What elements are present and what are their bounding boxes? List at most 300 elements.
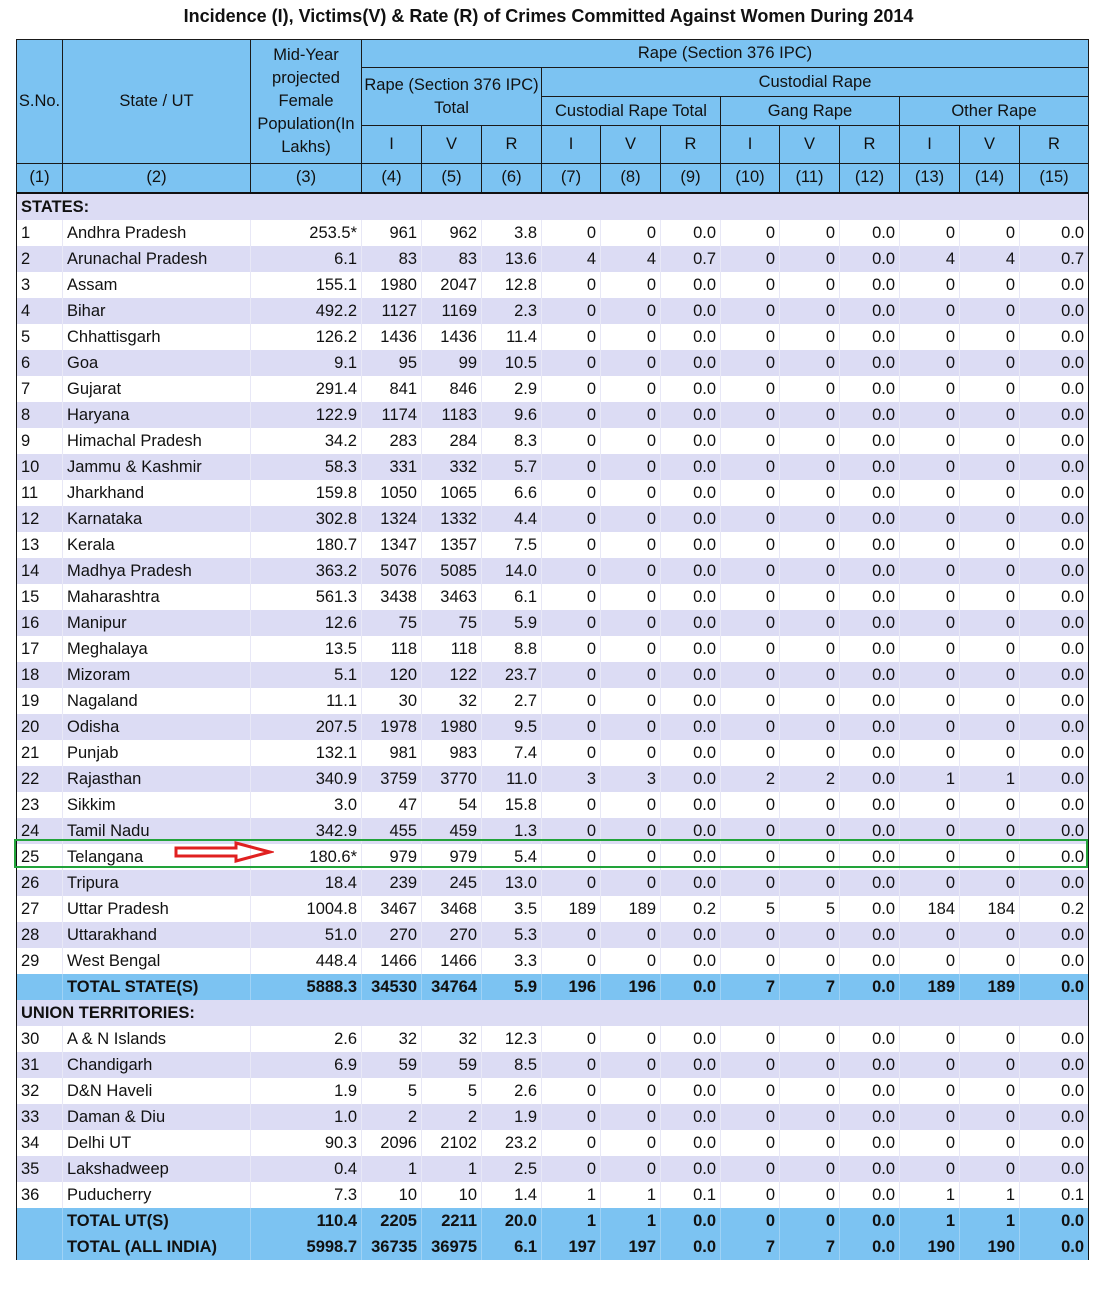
cell-value: 0 [542, 870, 601, 896]
cell-value: 0.0 [1020, 948, 1089, 974]
cell-value: 2.3 [482, 298, 542, 324]
cell-value: 0 [542, 818, 601, 844]
cell-value: 0.0 [661, 636, 721, 662]
cell-value: 0 [601, 558, 661, 584]
cell-value: 0 [960, 870, 1020, 896]
cell-sno: 5 [17, 324, 63, 350]
cell-value: 5.9 [482, 974, 542, 1000]
cell-value: 0 [900, 740, 960, 766]
cell-value: 0 [900, 376, 960, 402]
cell-value: 0 [780, 324, 840, 350]
cell-value: 0.0 [840, 532, 900, 558]
cell-value: 284 [422, 428, 482, 454]
cell-value: 0.0 [1020, 272, 1089, 298]
cell-value: 0 [780, 714, 840, 740]
cell-state: Bihar [63, 298, 251, 324]
cell-value: 3 [542, 766, 601, 792]
table-row [17, 350, 1089, 376]
cell-value: 1127 [362, 298, 422, 324]
cell-value: 270 [362, 922, 422, 948]
header-population: Mid-Year projected Female Population(In Lakhs) [251, 40, 362, 164]
cell-value: 0.0 [1020, 636, 1089, 662]
cell-value: 34.2 [251, 428, 362, 454]
cell-value: 155.1 [251, 272, 362, 298]
cell-value: 132.1 [251, 740, 362, 766]
cell-value: 197 [542, 1234, 601, 1260]
section-label: STATES: [17, 193, 1089, 220]
cell-value: 0 [721, 740, 780, 766]
table-row [17, 792, 1089, 818]
header-ivr: I [900, 126, 960, 164]
cell-value: 0.0 [661, 1104, 721, 1130]
cell-value: 0 [900, 922, 960, 948]
header-col-number: (10) [721, 164, 780, 193]
cell-value: 0.0 [840, 740, 900, 766]
cell-value: 5.9 [482, 610, 542, 636]
cell-value: 47 [362, 792, 422, 818]
cell-value: 15.8 [482, 792, 542, 818]
header-col-number: (12) [840, 164, 900, 193]
table-row [17, 896, 1089, 922]
cell-value: 0 [721, 1026, 780, 1052]
cell-value: 0.0 [840, 506, 900, 532]
cell-value: 0 [601, 844, 661, 870]
cell-sno: 1 [17, 220, 63, 246]
cell-value: 331 [362, 454, 422, 480]
cell-value: 0 [900, 948, 960, 974]
cell-value: 95 [362, 350, 422, 376]
cell-value: 1324 [362, 506, 422, 532]
cell-sno: 36 [17, 1182, 63, 1208]
cell-value: 0 [960, 740, 1020, 766]
cell-value: 1169 [422, 298, 482, 324]
cell-state: Chhattisgarh [63, 324, 251, 350]
cell-value: 0 [780, 220, 840, 246]
cell-value: 0.0 [1020, 350, 1089, 376]
cell-value: 0 [721, 350, 780, 376]
cell-value: 0 [960, 714, 1020, 740]
cell-value: 0.0 [1020, 402, 1089, 428]
cell-value: 3.0 [251, 792, 362, 818]
cell-value: 0 [780, 844, 840, 870]
cell-value: 0 [780, 740, 840, 766]
cell-state: Tamil Nadu [63, 818, 251, 844]
cell-value: 0.0 [661, 402, 721, 428]
total-row [17, 974, 1089, 1000]
cell-state: Daman & Diu [63, 1104, 251, 1130]
table-row [17, 766, 1089, 792]
cell-state: Rajasthan [63, 766, 251, 792]
cell-value: 0 [721, 792, 780, 818]
cell-value: 0.0 [661, 454, 721, 480]
cell-value: 0.0 [1020, 298, 1089, 324]
header-ivr: V [780, 126, 840, 164]
cell-value: 190 [960, 1234, 1020, 1260]
cell-state: Assam [63, 272, 251, 298]
cell-value: 0 [780, 1156, 840, 1182]
cell-value: 0 [601, 1078, 661, 1104]
cell-value: 0 [601, 454, 661, 480]
cell-value: 1 [601, 1208, 661, 1234]
cell-value: 0 [601, 584, 661, 610]
cell-value: 1 [542, 1182, 601, 1208]
crime-table [16, 39, 1089, 1260]
cell-value: 2 [780, 766, 840, 792]
cell-value: 11.1 [251, 688, 362, 714]
cell-value: 0.0 [840, 844, 900, 870]
header-col-number: (2) [63, 164, 251, 193]
header-col-number: (7) [542, 164, 601, 193]
cell-value: 0 [721, 220, 780, 246]
cell-value: 3467 [362, 896, 422, 922]
cell-value: 0 [900, 792, 960, 818]
cell-value: 0 [900, 480, 960, 506]
cell-value: 30 [362, 688, 422, 714]
cell-value: 0 [960, 376, 1020, 402]
cell-state: D&N Haveli [63, 1078, 251, 1104]
cell-sno: 14 [17, 558, 63, 584]
cell-value: 0.0 [840, 870, 900, 896]
cell-value: 0 [601, 636, 661, 662]
cell-value: 7.5 [482, 532, 542, 558]
section-label: UNION TERRITORIES: [17, 1000, 1089, 1026]
cell-sno: 13 [17, 532, 63, 558]
header-col-number: (6) [482, 164, 542, 193]
cell-value: 0 [780, 1182, 840, 1208]
cell-value: 0.0 [840, 714, 900, 740]
cell-value: 2.9 [482, 376, 542, 402]
cell-value: 0 [721, 402, 780, 428]
cell-value: 0.7 [1020, 246, 1089, 272]
cell-value: 1.3 [482, 818, 542, 844]
cell-value: 0 [542, 688, 601, 714]
cell-value: 5998.7 [251, 1234, 362, 1260]
cell-value: 0 [721, 376, 780, 402]
header-sno: S.No. [17, 40, 63, 164]
header-ivr: I [721, 126, 780, 164]
table-row [17, 1052, 1089, 1078]
cell-value: 0 [601, 610, 661, 636]
cell-value: 0.0 [1020, 974, 1089, 1000]
cell-value: 189 [542, 896, 601, 922]
cell-value: 75 [362, 610, 422, 636]
cell-value: 0.0 [840, 376, 900, 402]
cell-value: 0 [601, 220, 661, 246]
cell-value: 0.0 [840, 428, 900, 454]
cell-value: 122.9 [251, 402, 362, 428]
cell-value: 7 [721, 1234, 780, 1260]
cell-value: 0 [601, 662, 661, 688]
table-row [17, 1130, 1089, 1156]
cell-value: 0.0 [1020, 480, 1089, 506]
cell-value: 0.0 [1020, 1078, 1089, 1104]
cell-value: 0 [780, 688, 840, 714]
cell-value: 0.0 [1020, 740, 1089, 766]
cell-value: 0 [780, 610, 840, 636]
cell-value: 59 [362, 1052, 422, 1078]
cell-value: 1466 [362, 948, 422, 974]
cell-value: 5 [422, 1078, 482, 1104]
cell-state: Tripura [63, 870, 251, 896]
cell-value: 962 [422, 220, 482, 246]
header-state: State / UT [63, 40, 251, 164]
cell-value: 0 [542, 298, 601, 324]
cell-value: 1436 [362, 324, 422, 350]
cell-value: 7 [721, 974, 780, 1000]
table-row [17, 506, 1089, 532]
cell-value: 0 [960, 610, 1020, 636]
cell-value: 0 [542, 1026, 601, 1052]
cell-value: 1 [900, 766, 960, 792]
cell-sno: 33 [17, 1104, 63, 1130]
cell-state: TOTAL UT(S) [63, 1208, 251, 1234]
cell-value: 0 [900, 532, 960, 558]
cell-value: 0 [542, 792, 601, 818]
cell-value: 0.0 [661, 766, 721, 792]
cell-value: 0 [960, 662, 1020, 688]
cell-sno: 7 [17, 376, 63, 402]
cell-value: 0 [542, 844, 601, 870]
cell-value: 363.2 [251, 558, 362, 584]
cell-value: 0 [780, 636, 840, 662]
header-custodial: Custodial Rape [542, 68, 1089, 97]
table-row [17, 376, 1089, 402]
cell-value: 0 [601, 714, 661, 740]
cell-value: 0.0 [840, 1052, 900, 1078]
cell-value: 0.0 [840, 1208, 900, 1234]
cell-value: 0.0 [840, 1130, 900, 1156]
cell-value: 11.4 [482, 324, 542, 350]
cell-value: 0.7 [661, 246, 721, 272]
cell-value: 3468 [422, 896, 482, 922]
cell-sno: 3 [17, 272, 63, 298]
cell-value: 5.7 [482, 454, 542, 480]
cell-value: 7 [780, 1234, 840, 1260]
cell-value: 0 [960, 402, 1020, 428]
cell-value: 126.2 [251, 324, 362, 350]
cell-value: 0 [721, 1130, 780, 1156]
cell-value: 2 [422, 1104, 482, 1130]
cell-value: 0 [900, 220, 960, 246]
table-row [17, 922, 1089, 948]
cell-value: 0 [780, 662, 840, 688]
cell-value: 0 [601, 948, 661, 974]
cell-state: Telangana [63, 844, 251, 870]
cell-value: 961 [362, 220, 422, 246]
header-col-number: (4) [362, 164, 422, 193]
cell-value: 58.3 [251, 454, 362, 480]
cell-value: 0.0 [1020, 1130, 1089, 1156]
cell-value: 110.4 [251, 1208, 362, 1234]
cell-value: 0 [721, 1052, 780, 1078]
cell-value: 0 [780, 454, 840, 480]
cell-value: 0.0 [840, 1156, 900, 1182]
cell-value: 59 [422, 1052, 482, 1078]
cell-value: 34764 [422, 974, 482, 1000]
cell-value: 0 [900, 1104, 960, 1130]
cell-value: 0 [721, 922, 780, 948]
cell-state: West Bengal [63, 948, 251, 974]
cell-value: 3 [601, 766, 661, 792]
cell-value: 0.0 [661, 532, 721, 558]
cell-value: 75 [422, 610, 482, 636]
cell-value: 0.0 [661, 272, 721, 298]
cell-value: 4 [960, 246, 1020, 272]
cell-value: 0 [900, 610, 960, 636]
cell-value: 0 [721, 714, 780, 740]
cell-value: 122 [422, 662, 482, 688]
cell-value: 0.0 [661, 844, 721, 870]
cell-value: 0.0 [1020, 792, 1089, 818]
cell-value: 1174 [362, 402, 422, 428]
cell-value: 120 [362, 662, 422, 688]
cell-value: 1.0 [251, 1104, 362, 1130]
cell-value: 0 [780, 922, 840, 948]
cell-value: 6.9 [251, 1052, 362, 1078]
cell-value: 190 [900, 1234, 960, 1260]
cell-value: 979 [362, 844, 422, 870]
cell-value: 0 [542, 324, 601, 350]
cell-value: 0.0 [840, 948, 900, 974]
cell-value: 0.0 [661, 506, 721, 532]
cell-sno: 12 [17, 506, 63, 532]
cell-value: 0 [542, 506, 601, 532]
cell-value: 0 [721, 506, 780, 532]
cell-value: 0 [721, 246, 780, 272]
cell-value: 1436 [422, 324, 482, 350]
cell-value: 253.5* [251, 220, 362, 246]
cell-value: 0.0 [840, 1078, 900, 1104]
cell-value: 189 [900, 974, 960, 1000]
header-ivr: R [1020, 126, 1089, 164]
cell-value: 0 [601, 376, 661, 402]
cell-value: 0 [721, 948, 780, 974]
table-row [17, 610, 1089, 636]
cell-value: 6.1 [482, 1234, 542, 1260]
cell-value: 0.0 [661, 1234, 721, 1260]
cell-value: 0 [601, 428, 661, 454]
section-header [17, 193, 1089, 220]
cell-value: 0.0 [840, 896, 900, 922]
cell-value: 0 [900, 662, 960, 688]
cell-value: 1 [960, 766, 1020, 792]
cell-value: 0 [780, 246, 840, 272]
cell-state: A & N Islands [63, 1026, 251, 1052]
cell-value: 0 [900, 350, 960, 376]
cell-state: Odisha [63, 714, 251, 740]
table-row [17, 714, 1089, 740]
cell-sno: 4 [17, 298, 63, 324]
cell-value: 0.0 [840, 480, 900, 506]
cell-value: 1347 [362, 532, 422, 558]
table-row [17, 1156, 1089, 1182]
cell-value: 0 [601, 1130, 661, 1156]
cell-value: 7.4 [482, 740, 542, 766]
cell-value: 1980 [362, 272, 422, 298]
cell-value: 0 [721, 1104, 780, 1130]
cell-value: 5.4 [482, 844, 542, 870]
cell-value: 0.0 [840, 1104, 900, 1130]
cell-value: 0.0 [1020, 688, 1089, 714]
cell-value: 492.2 [251, 298, 362, 324]
cell-value: 0.0 [1020, 1052, 1089, 1078]
cell-value: 0.0 [840, 558, 900, 584]
cell-value: 0.0 [1020, 376, 1089, 402]
cell-value: 1.9 [482, 1104, 542, 1130]
cell-value: 5.3 [482, 922, 542, 948]
cell-value: 6.1 [482, 584, 542, 610]
cell-value: 1 [960, 1208, 1020, 1234]
cell-value: 0 [601, 298, 661, 324]
cell-value: 8.8 [482, 636, 542, 662]
cell-value: 0 [960, 922, 1020, 948]
cell-value: 0.0 [840, 792, 900, 818]
cell-value: 0 [780, 532, 840, 558]
cell-value: 0.0 [840, 350, 900, 376]
cell-value: 0.0 [661, 376, 721, 402]
cell-value: 0 [542, 610, 601, 636]
cell-value: 0.0 [661, 480, 721, 506]
cell-sno [17, 974, 63, 1000]
cell-value: 0 [721, 844, 780, 870]
cell-value: 10.5 [482, 350, 542, 376]
cell-sno: 29 [17, 948, 63, 974]
cell-value: 0 [721, 480, 780, 506]
cell-value: 0 [542, 1104, 601, 1130]
cell-value: 4 [542, 246, 601, 272]
cell-sno: 2 [17, 246, 63, 272]
cell-value: 0 [601, 740, 661, 766]
cell-value: 0.0 [840, 1182, 900, 1208]
cell-state: Goa [63, 350, 251, 376]
table-row [17, 1078, 1089, 1104]
grand-total-row [17, 1234, 1089, 1260]
cell-value: 13.6 [482, 246, 542, 272]
cell-value: 0.0 [840, 1234, 900, 1260]
cell-value: 0 [960, 1156, 1020, 1182]
cell-value: 2211 [422, 1208, 482, 1234]
table-row [17, 740, 1089, 766]
cell-sno: 20 [17, 714, 63, 740]
cell-sno: 23 [17, 792, 63, 818]
cell-value: 0 [780, 350, 840, 376]
cell-value: 283 [362, 428, 422, 454]
cell-value: 3.3 [482, 948, 542, 974]
cell-value: 5.1 [251, 662, 362, 688]
cell-value: 342.9 [251, 818, 362, 844]
cell-value: 0 [960, 428, 1020, 454]
cell-value: 2.6 [251, 1026, 362, 1052]
cell-value: 0 [780, 1208, 840, 1234]
cell-value: 0.0 [661, 558, 721, 584]
cell-value: 7 [780, 974, 840, 1000]
cell-value: 0.0 [840, 246, 900, 272]
cell-value: 0 [960, 584, 1020, 610]
cell-value: 1 [362, 1156, 422, 1182]
cell-value: 196 [601, 974, 661, 1000]
header-ivr: V [601, 126, 661, 164]
cell-state: Punjab [63, 740, 251, 766]
cell-state: Jharkhand [63, 480, 251, 506]
header-ivr: I [542, 126, 601, 164]
cell-value: 2 [721, 766, 780, 792]
cell-value: 0 [601, 506, 661, 532]
cell-value: 5085 [422, 558, 482, 584]
cell-value: 239 [362, 870, 422, 896]
cell-value: 5 [721, 896, 780, 922]
cell-value: 0 [721, 1156, 780, 1182]
table-row [17, 532, 1089, 558]
